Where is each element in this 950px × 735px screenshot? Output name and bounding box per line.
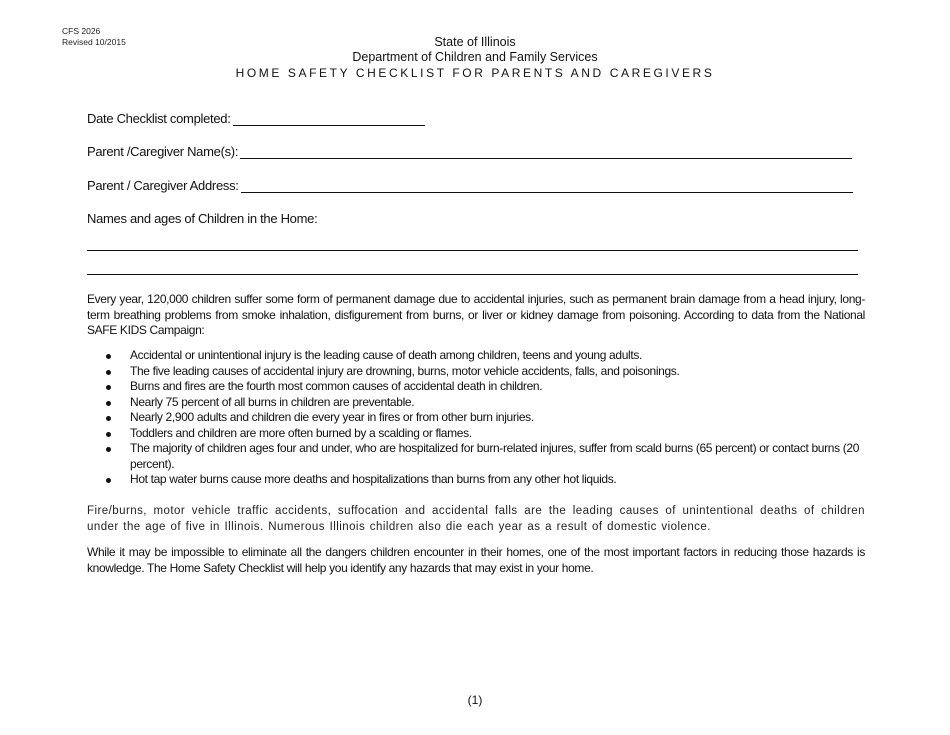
list-item: Hot tap water burns cause more deaths and hospitalizations than burns from any other hot liquids. xyxy=(87,472,865,488)
statistics-list xyxy=(87,348,865,488)
caregiver-name-input[interactable] xyxy=(240,144,852,159)
bullet-icon xyxy=(106,370,111,375)
header-department: Department of Children and Family Services xyxy=(352,50,598,64)
form-revised-date: Revised 10/2015 xyxy=(62,37,126,47)
intro-paragraph: Every year, 120,000 children suffer some form of permanent damage due to accidental injuries, such as permanent brain damage from a head injury, long-term breathing problems from smoke inhalation, disfigurement from burns, or liver or kidney damage from poisoning. According to data from the National SAFE KIDS Campaign: xyxy=(87,292,865,337)
form-code: CFS 2026 xyxy=(62,26,101,36)
caregiver-address-row xyxy=(87,178,853,193)
list-item: Toddlers and children are more often burned by a scalding or flames. xyxy=(87,426,865,442)
list-item: Nearly 2,900 adults and children die every year in fires or from other burn injuries. xyxy=(87,410,865,426)
caregiver-name-row xyxy=(87,144,852,159)
children-input-line-2[interactable] xyxy=(87,274,858,275)
bullet-icon xyxy=(106,354,111,359)
caregiver-address-label: Parent / Caregiver Address: xyxy=(87,178,239,193)
list-item: The majority of children ages four and under, who are hospitalized for burn-related injures, suffer from scald burns (65 percent) or contact burns (20 percent). xyxy=(87,441,865,472)
date-field-row xyxy=(87,111,425,126)
date-input[interactable] xyxy=(233,111,425,126)
bullet-icon xyxy=(106,447,111,452)
list-item: Nearly 75 percent of all burns in children are preventable. xyxy=(87,395,865,411)
page-number: (1) xyxy=(467,693,483,707)
page-title: HOME SAFETY CHECKLIST FOR PARENTS AND CAREGIVERS xyxy=(235,66,715,80)
list-item: Accidental or unintentional injury is the leading cause of death among children, teens and young adults. xyxy=(87,348,865,364)
bullet-icon xyxy=(106,385,111,390)
children-label: Names and ages of Children in the Home: xyxy=(87,211,318,226)
bullet-icon xyxy=(106,432,111,437)
bullet-icon xyxy=(106,401,111,406)
bullet-icon xyxy=(106,478,111,483)
header-state: State of Illinois xyxy=(434,35,516,49)
children-input-line-1[interactable] xyxy=(87,250,858,251)
caregiver-address-input[interactable] xyxy=(241,178,853,193)
date-label: Date Checklist completed: xyxy=(87,111,231,126)
caregiver-name-label: Parent /Caregiver Name(s): xyxy=(87,144,239,159)
bullet-icon xyxy=(106,416,111,421)
causes-paragraph: Fire/burns, motor vehicle traffic accidents, suffocation and accidental falls are the leading causes of unintentional deaths of children under the age of five in Illinois. Numerous Illinois children also die each year as a result of domestic violence. xyxy=(87,505,865,533)
closing-paragraph: While it may be impossible to eliminate all the dangers children encounter in their homes, one of the most important factors in reducing those hazards is knowledge. The Home Safety Checklist will help you identify any hazards that may exist in your home. xyxy=(87,545,865,575)
list-item: Burns and fires are the fourth most common causes of accidental death in children. xyxy=(87,379,865,395)
list-item: The five leading causes of accidental injury are drowning, burns, motor vehicle accidents, falls, and poisonings. xyxy=(87,364,865,380)
children-field-row xyxy=(87,211,317,226)
